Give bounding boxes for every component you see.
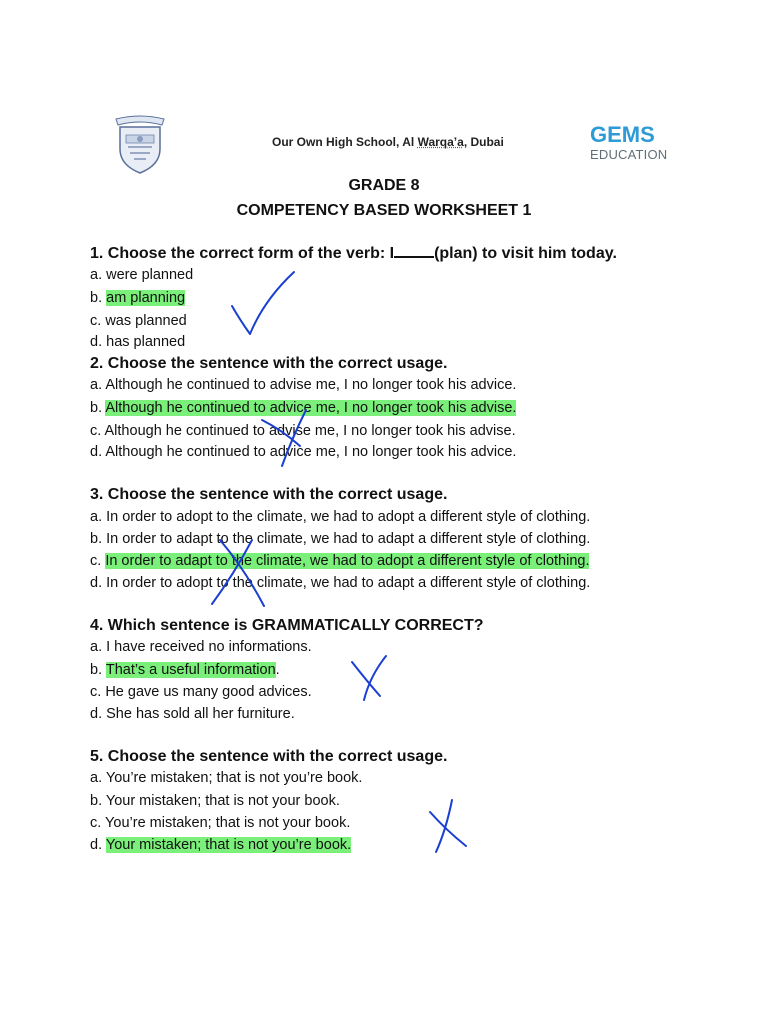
gems-logo-subtitle: EDUCATION — [590, 147, 668, 162]
highlight: Although he continued to advice me, I no longer took his advise. — [105, 400, 517, 416]
question-5-prompt: 5. Choose the sentence with the correct usage. — [90, 748, 448, 765]
highlight: In order to adapt to the climate, we had to adopt a different style of clothing. — [105, 553, 590, 569]
q2-option-d: d. Although he continued to advice me, I no longer took his advice. — [90, 444, 517, 460]
question-3-prompt: 3. Choose the sentence with the correct usage. — [90, 486, 448, 503]
gems-logo-text: GEMS — [590, 122, 655, 147]
cross-mark — [352, 656, 386, 700]
question-4-prompt: 4. Which sentence is GRAMMATICALLY CORRECT? — [90, 617, 484, 634]
q2-option-c: c. Although he continued to advise me, I no longer took his advise. — [90, 423, 516, 439]
q3-option-c: c. In order to adapt to the climate, we had to adopt a different style of clothing. — [90, 553, 590, 569]
school-crest-logo — [108, 113, 172, 175]
grade-heading: GRADE 8 — [348, 177, 420, 194]
highlight: That’s a useful information — [105, 662, 276, 678]
tick-mark — [232, 272, 294, 334]
q4-option-a: a. I have received no informations. — [90, 639, 312, 655]
q4-option-b: b. That’s a useful information. — [90, 662, 280, 678]
q4-option-d: d. She has sold all her furniture. — [90, 706, 295, 722]
q1-option-d: d. has planned — [90, 334, 186, 350]
q5-option-d: d. Your mistaken; that is not you’re book. — [90, 837, 352, 853]
highlight: Your mistaken; that is not you’re book. — [105, 837, 352, 853]
worksheet-title: COMPETENCY BASED WORKSHEET 1 — [236, 202, 532, 219]
q5-option-c: c. You’re mistaken; that is not your book. — [90, 815, 351, 831]
answer-blank — [394, 255, 434, 258]
cross-mark — [212, 540, 264, 606]
question-1-prompt: 1. Choose the correct form of the verb: I (plan) to visit him today. — [90, 245, 617, 262]
q2-option-b: b. Although he continued to advice me, I no longer took his advise. — [90, 400, 517, 416]
q3-option-b: b. In order to adapt to the climate, we had to adapt a different style of clothing. — [90, 531, 591, 547]
q1-option-b: b. am planning — [90, 290, 186, 306]
q5-option-b: b. Your mistaken; that is not your book. — [90, 793, 340, 809]
highlight: am planning — [106, 290, 186, 306]
q3-option-a: a. In order to adopt to the climate, we had to adopt a different style of clothing. — [90, 509, 591, 525]
q2-option-a: a. Although he continued to advise me, I no longer took his advice. — [90, 377, 517, 393]
question-2-prompt: 2. Choose the sentence with the correct usage. — [90, 355, 448, 372]
q4-option-c: c. He gave us many good advices. — [90, 684, 312, 700]
school-name: Our Own High School, Al Warqa’a, Dubai — [272, 135, 504, 149]
q1-option-a: a. were planned — [90, 267, 194, 283]
cross-mark — [430, 800, 466, 852]
q3-option-d: d. In order to adopt to the climate, we had to adapt a different style of clothing. — [90, 575, 591, 591]
q1-option-c: c. was planned — [90, 313, 187, 329]
q5-option-a: a. You’re mistaken; that is not you’re book. — [90, 770, 363, 786]
